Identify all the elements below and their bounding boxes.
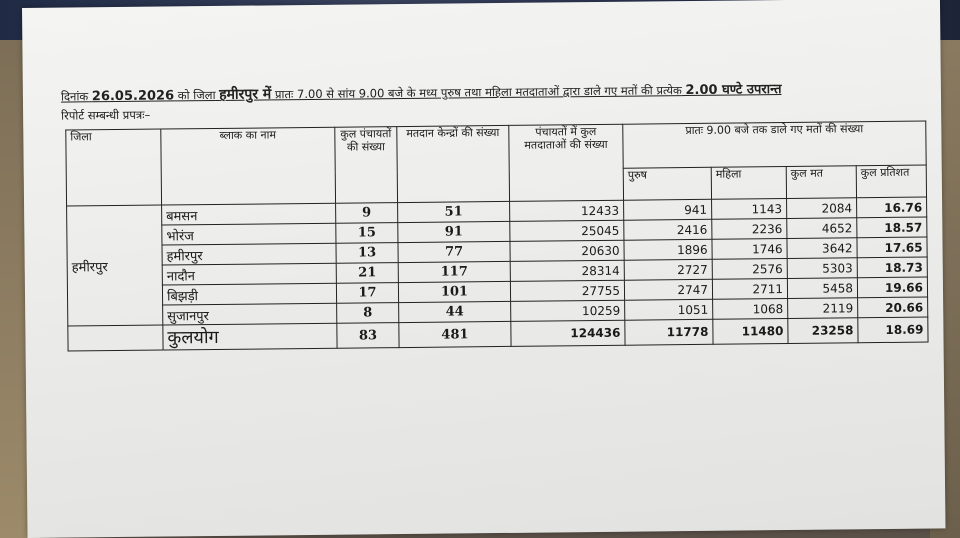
header-panchayats: कुल पंचायतों की संख्या: [335, 127, 398, 204]
block-name: नादौन: [162, 263, 336, 285]
male-value: 1896: [624, 239, 712, 260]
total-votes-value: 4652: [787, 218, 857, 239]
percent-value: 17.65: [857, 237, 927, 258]
male-value: 2747: [624, 279, 712, 300]
block-name: सुजानपुर: [163, 303, 337, 325]
female-value: 1143: [712, 199, 787, 220]
header-votes-group: प्रातः 9.00 बजे तक डाले गए मतों की संख्या: [623, 121, 926, 168]
female-value: 2576: [712, 259, 787, 280]
total-votes-value: 5458: [787, 278, 857, 299]
voters-value: 20630: [510, 240, 624, 261]
percent-value: 20.66: [858, 297, 928, 318]
voters-value: 27755: [510, 280, 624, 301]
female-value: 2236: [712, 219, 787, 240]
header-male: पुरुष: [623, 167, 711, 200]
male-value: 2727: [624, 259, 712, 280]
total-empty-cell: [68, 325, 163, 351]
heading-line-2: रिपोर्ट सम्बन्धी प्रपत्रः–: [61, 107, 151, 123]
voters-value: 28314: [510, 260, 624, 281]
panchayats-value: 13: [336, 243, 398, 264]
turnout-table: [65, 121, 928, 352]
panchayats-value: 8: [337, 303, 399, 324]
heading-date: 26.05.2026: [91, 88, 175, 105]
block-name: हमीरपुर: [162, 243, 336, 265]
total-votes: 23258: [788, 318, 858, 344]
percent-value: 18.73: [857, 257, 927, 278]
panchayats-value: 9: [336, 203, 398, 224]
header-voters: पंचायतों में कुल मतदाताओं की संख्या: [509, 124, 624, 201]
total-votes-value: 3642: [787, 238, 857, 259]
centers-value: 101: [398, 281, 510, 302]
total-female: 11480: [713, 318, 788, 344]
centers-value: 77: [398, 241, 510, 262]
panchayats-value: 15: [336, 223, 398, 244]
heading-interval: 2.00 घण्टे उपरान्त: [685, 82, 782, 99]
total-votes-value: 5303: [787, 258, 857, 279]
total-votes-value: 2084: [787, 198, 857, 219]
centers-value: 51: [398, 201, 510, 222]
heading-mid: को जिला: [177, 87, 216, 103]
header-district: जिला: [66, 129, 162, 206]
heading-text: प्रातः 7.00 से सांय 9.00 बजे के मध्य पुरुष तथा महिला मतदाताओं द्वारा डाले गए मतों की प्रत्येक: [274, 83, 682, 102]
total-votes-value: 2119: [788, 298, 858, 319]
percent-value: 18.57: [857, 217, 927, 238]
male-value: 941: [624, 199, 712, 220]
total-label: कुलयोग: [163, 323, 337, 350]
block-name: बमसन: [162, 203, 336, 225]
voters-value: 12433: [510, 200, 624, 221]
total-panchayats: 83: [337, 323, 399, 349]
panchayats-value: 21: [336, 263, 398, 284]
district-cell: हमीरपुर: [67, 205, 163, 326]
female-value: 2711: [712, 279, 787, 300]
header-female: महिला: [711, 167, 786, 200]
total-voters: 124436: [511, 320, 625, 346]
panchayats-value: 17: [336, 283, 398, 304]
male-value: 1051: [625, 299, 713, 320]
report-heading: [61, 79, 921, 125]
percent-value: 16.76: [857, 197, 927, 218]
total-male: 11778: [625, 319, 713, 345]
male-value: 2416: [624, 219, 712, 240]
percent-value: 19.66: [857, 277, 927, 298]
voters-value: 25045: [510, 220, 624, 241]
female-value: 1068: [713, 298, 788, 319]
voters-value: 10259: [511, 300, 625, 321]
centers-value: 117: [398, 261, 510, 282]
header-block: ब्लाक का नाम: [161, 127, 336, 205]
header-percent: कुल प्रतिशत: [856, 165, 926, 198]
block-name: भोरंज: [162, 223, 336, 245]
header-total-votes: कुल मत: [786, 166, 856, 199]
total-centers: 481: [399, 321, 511, 347]
total-percent: 18.69: [858, 317, 928, 343]
header-centers: मतदान केन्द्रों की संख्या: [397, 125, 510, 202]
heading-district: हमीरपुर में: [219, 86, 272, 103]
block-name: बिझड़ी: [162, 283, 336, 305]
heading-date-prefix: दिनांक: [60, 89, 89, 104]
centers-value: 44: [399, 301, 511, 322]
female-value: 1746: [712, 239, 787, 260]
paper-sheet: [22, 0, 945, 538]
centers-value: 91: [398, 221, 510, 242]
